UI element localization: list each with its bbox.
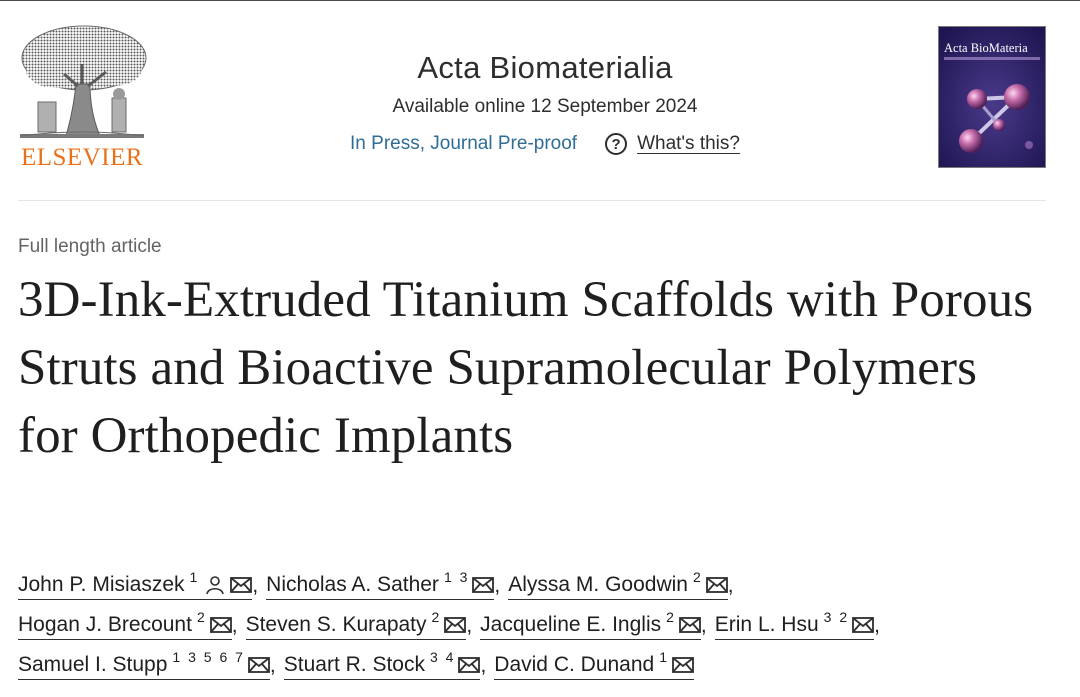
author-name: Hogan J. Brecount — [18, 612, 192, 636]
author-link[interactable] — [283, 648, 481, 680]
whats-this-control[interactable] — [605, 133, 740, 155]
journal-cover-image[interactable] — [938, 26, 1046, 168]
envelope-icon — [210, 617, 232, 633]
affiliation-sup: 3 2 — [823, 608, 850, 625]
author-link[interactable] — [266, 568, 494, 600]
envelope-icon — [679, 617, 701, 633]
question-circle-icon: ? — [605, 133, 627, 155]
author-link[interactable] — [18, 608, 232, 640]
envelope-icon — [852, 617, 874, 633]
affiliation-sup: 2 — [692, 568, 703, 585]
affiliation-sup: 1 3 — [443, 568, 470, 585]
header-divider — [18, 200, 1046, 201]
author-name: Nicholas A. Sather — [266, 572, 439, 596]
affiliation-sup: 1 — [659, 648, 670, 665]
author-name: John P. Misiaszek — [18, 572, 185, 596]
whats-this-link[interactable]: What's this? — [637, 133, 740, 154]
author-link[interactable] — [245, 608, 467, 640]
author-name: Alyssa M. Goodwin — [508, 572, 688, 596]
author-link[interactable] — [480, 608, 701, 640]
author-name: Samuel I. Stupp — [18, 652, 168, 676]
envelope-icon — [230, 577, 252, 593]
envelope-icon — [458, 657, 480, 673]
status-row — [260, 126, 830, 162]
availability-date: Available online 12 September 2024 — [392, 96, 698, 117]
affiliation-sup: 3 4 — [429, 648, 456, 665]
affiliation-sup: 1 — [189, 568, 200, 585]
author-name: Steven S. Kurapaty — [245, 612, 427, 636]
affiliation-sup: 2 — [431, 608, 442, 625]
author-link[interactable] — [508, 568, 728, 600]
affiliation-sup: 1 3 5 6 7 — [172, 648, 245, 665]
affiliation-sup: 2 — [666, 608, 676, 625]
article-title: 3D-Ink-Extruded Titanium Scaffolds with Porous Struts and Bioactive Supramolecular Polymers for Orthopedic Implants — [18, 272, 1034, 464]
elsevier-logo[interactable] — [16, 24, 148, 174]
envelope-icon — [444, 617, 466, 633]
elsevier-tree-icon — [16, 24, 148, 142]
author-link[interactable] — [714, 608, 874, 640]
affiliation-sup: 2 — [196, 608, 207, 625]
envelope-icon — [672, 657, 694, 673]
article-type: Full length article — [18, 236, 162, 257]
envelope-icon — [472, 577, 494, 593]
journal-title[interactable]: Acta Biomaterialia — [417, 50, 673, 85]
cover-title: Acta BioMateria — [944, 41, 1028, 55]
author-name: Jacqueline E. Inglis — [480, 612, 662, 636]
author-link[interactable] — [494, 648, 694, 680]
cover-subtitle-strip — [944, 57, 1040, 60]
article-header — [0, 0, 1080, 200]
person-icon — [205, 575, 225, 595]
author-name: David C. Dunand — [494, 652, 655, 676]
author-name: Erin L. Hsu — [714, 612, 819, 636]
elsevier-wordmark: ELSEVIER — [20, 144, 144, 171]
author-list — [18, 566, 1068, 686]
author-line-1: John P. Misiaszek $^1$ , Nicholas A. Sather $^{1 3}$ , Alyssa M. Goodwin $^2$ , — [18, 566, 1068, 606]
in-press-link[interactable]: In Press, Journal Pre-proof — [350, 133, 578, 154]
author-name: Stuart R. Stock — [283, 652, 425, 676]
envelope-icon — [248, 657, 270, 673]
author-link[interactable] — [18, 648, 270, 680]
journal-info — [260, 48, 830, 162]
envelope-icon — [706, 577, 728, 593]
author-link[interactable] — [18, 568, 252, 600]
author-line-2: Hogan J. Brecount $^2$ , Steven S. Kurapaty $^2$ , Jacqueline E. Inglis $^2$ , Erin L. Hsu $^{3 2}$ , — [18, 606, 1068, 646]
author-line-3: Samuel I. Stupp $^{1 3 5 6 7}$ , Stuart R. Stock $^{3 4}$ , David C. Dunand $^1$ — [18, 646, 1068, 686]
